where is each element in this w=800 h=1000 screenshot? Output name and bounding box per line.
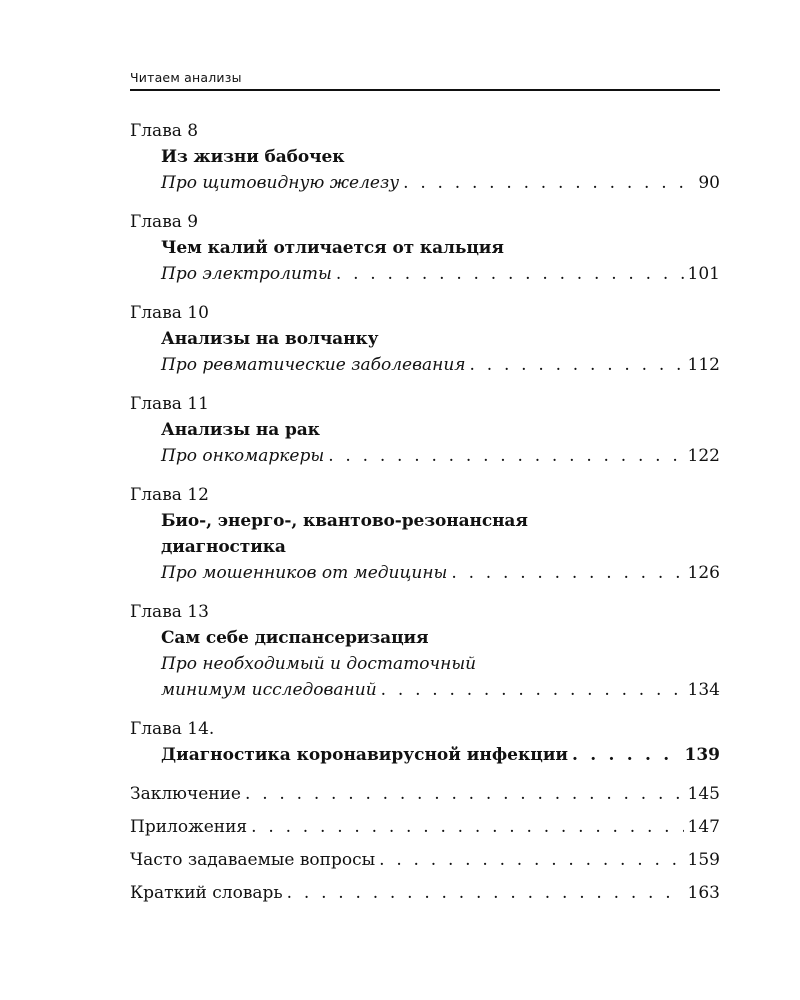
dot-leader bbox=[470, 352, 684, 378]
page-number: 147 bbox=[687, 817, 720, 837]
entry-label: Заключение bbox=[130, 784, 241, 804]
chapter-subtitle: Про электролиты bbox=[161, 264, 332, 284]
dot-leader bbox=[336, 261, 684, 287]
entry-label: Часто задаваемые вопросы bbox=[130, 850, 376, 870]
page-number: 126 bbox=[687, 563, 720, 583]
dot-leader bbox=[328, 443, 683, 469]
back-matter-list bbox=[130, 781, 720, 906]
toc-chapter-11 bbox=[130, 391, 720, 469]
chapter-subtitle: Про мошенников от медицины bbox=[161, 563, 448, 583]
toc-chapter-12 bbox=[130, 482, 720, 586]
page-number: 101 bbox=[687, 264, 720, 284]
dot-leader bbox=[451, 560, 683, 586]
toc-entry-line bbox=[130, 261, 720, 287]
page-number: 90 bbox=[698, 173, 720, 193]
chapter-number: Глава 9 bbox=[130, 212, 199, 232]
header-rule bbox=[130, 89, 720, 91]
toc-entry-line bbox=[130, 443, 720, 469]
chapter-title: Сам себе диспансеризация bbox=[161, 628, 429, 648]
page-number: 122 bbox=[687, 446, 720, 466]
page-number: 159 bbox=[687, 850, 720, 870]
toc-chapter-10 bbox=[130, 300, 720, 378]
toc-chapter-14 bbox=[130, 716, 720, 768]
chapter-title: Диагностика коронавирусной инфекции bbox=[161, 745, 569, 765]
toc-entry-line bbox=[130, 742, 720, 768]
toc-entry-line bbox=[130, 560, 720, 586]
chapter-subtitle: Про онкомаркеры bbox=[161, 446, 325, 466]
toc-entry-line bbox=[130, 677, 720, 703]
chapter-number: Глава 13 bbox=[130, 602, 209, 622]
toc-chapter-9 bbox=[130, 209, 720, 287]
dot-leader bbox=[381, 677, 684, 703]
page-number: 139 bbox=[684, 745, 720, 765]
chapter-subtitle-line-2: минимум исследований bbox=[161, 680, 377, 700]
chapter-number: Глава 11 bbox=[130, 394, 209, 414]
chapter-subtitle: Про ревматические заболевания bbox=[161, 355, 466, 375]
toc-entry-conclusion bbox=[130, 781, 720, 807]
dot-leader bbox=[572, 742, 680, 768]
running-header-title: Читаем анализы bbox=[130, 70, 242, 85]
dot-leader bbox=[251, 814, 683, 840]
entry-label: Приложения bbox=[130, 817, 248, 837]
toc-entry-line bbox=[130, 352, 720, 378]
entry-label: Краткий словарь bbox=[130, 883, 283, 903]
dot-leader bbox=[287, 880, 684, 906]
chapter-title: Анализы на рак bbox=[161, 420, 320, 440]
page-number: 134 bbox=[687, 680, 720, 700]
chapter-number: Глава 10 bbox=[130, 303, 209, 323]
toc-chapter-13 bbox=[130, 599, 720, 703]
toc-entry-appendices bbox=[130, 814, 720, 840]
running-header bbox=[130, 68, 720, 91]
chapter-number: Глава 8 bbox=[130, 121, 199, 141]
toc-entry-glossary bbox=[130, 880, 720, 906]
page-number: 163 bbox=[687, 883, 720, 903]
page-number: 112 bbox=[687, 355, 720, 375]
dot-leader bbox=[379, 847, 683, 873]
chapter-number: Глава 14. bbox=[130, 719, 215, 739]
page-number: 145 bbox=[687, 784, 720, 804]
dot-leader bbox=[245, 781, 684, 807]
chapter-title: Чем калий отличается от кальция bbox=[161, 238, 504, 258]
chapter-title-line-2: диагностика bbox=[161, 537, 286, 557]
chapter-subtitle: Про щитовидную железу bbox=[161, 173, 400, 193]
table-of-contents bbox=[130, 118, 720, 913]
chapter-title: Из жизни бабочек bbox=[161, 147, 345, 167]
toc-entry-line bbox=[130, 170, 720, 196]
chapter-title: Анализы на волчанку bbox=[161, 329, 379, 349]
toc-chapter-8 bbox=[130, 118, 720, 196]
dot-leader bbox=[403, 170, 694, 196]
chapter-number: Глава 12 bbox=[130, 485, 209, 505]
chapter-title-line-1: Био-, энерго-, квантово-резонансная bbox=[161, 511, 528, 531]
chapter-subtitle-line-1: Про необходимый и достаточный bbox=[161, 654, 477, 674]
toc-entry-faq bbox=[130, 847, 720, 873]
